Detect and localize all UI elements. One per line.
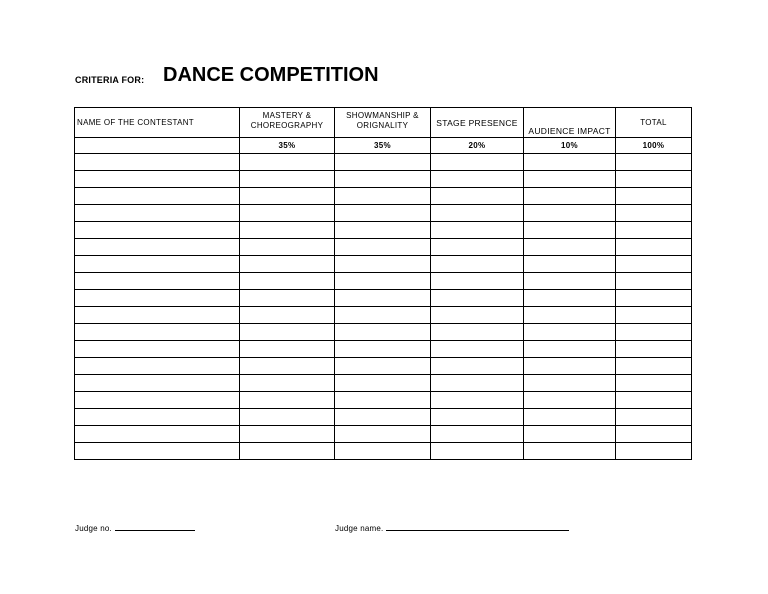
cell-audience-impact[interactable]	[524, 443, 616, 460]
cell-audience-impact[interactable]	[524, 154, 616, 171]
cell-contestant-name[interactable]	[75, 239, 240, 256]
cell-contestant-name[interactable]	[75, 222, 240, 239]
cell-mastery[interactable]	[240, 171, 335, 188]
cell-total[interactable]	[616, 443, 692, 460]
cell-stage-presence[interactable]	[431, 154, 524, 171]
cell-contestant-name[interactable]	[75, 409, 240, 426]
cell-stage-presence[interactable]	[431, 409, 524, 426]
cell-total[interactable]	[616, 375, 692, 392]
cell-contestant-name[interactable]	[75, 256, 240, 273]
cell-audience-impact[interactable]	[524, 188, 616, 205]
cell-showmanship[interactable]	[335, 154, 431, 171]
cell-total[interactable]	[616, 256, 692, 273]
cell-audience-impact[interactable]	[524, 290, 616, 307]
weight-total: 100%	[616, 138, 692, 154]
cell-total[interactable]	[616, 188, 692, 205]
column-header-audience-impact: AUDIENCE IMPACT	[524, 108, 616, 138]
cell-showmanship[interactable]	[335, 171, 431, 188]
cell-audience-impact[interactable]	[524, 324, 616, 341]
table-row	[75, 443, 692, 460]
cell-stage-presence[interactable]	[431, 171, 524, 188]
cell-stage-presence[interactable]	[431, 341, 524, 358]
cell-stage-presence[interactable]	[431, 222, 524, 239]
cell-total[interactable]	[616, 154, 692, 171]
table-row	[75, 375, 692, 392]
column-header-showmanship	[335, 108, 431, 138]
cell-mastery[interactable]	[240, 443, 335, 460]
cell-total[interactable]	[616, 205, 692, 222]
cell-audience-impact[interactable]	[524, 426, 616, 443]
cell-stage-presence[interactable]	[431, 426, 524, 443]
cell-stage-presence[interactable]	[431, 205, 524, 222]
cell-contestant-name[interactable]	[75, 392, 240, 409]
cell-mastery[interactable]	[240, 307, 335, 324]
column-header-showmanship-line2: ORIGNALITY	[356, 121, 409, 130]
cell-total[interactable]	[616, 409, 692, 426]
cell-audience-impact[interactable]	[524, 273, 616, 290]
table-row	[75, 341, 692, 358]
cell-audience-impact[interactable]	[524, 239, 616, 256]
cell-mastery[interactable]	[240, 392, 335, 409]
cell-mastery[interactable]	[240, 222, 335, 239]
cell-total[interactable]	[616, 290, 692, 307]
cell-mastery[interactable]	[240, 188, 335, 205]
judge-no-field	[75, 522, 195, 533]
weight-row	[75, 138, 692, 154]
cell-stage-presence[interactable]	[431, 392, 524, 409]
cell-showmanship[interactable]	[335, 273, 431, 290]
weight-stage-presence: 20%	[431, 138, 524, 154]
cell-showmanship[interactable]	[335, 222, 431, 239]
table-row	[75, 205, 692, 222]
cell-contestant-name[interactable]	[75, 154, 240, 171]
cell-showmanship[interactable]	[335, 426, 431, 443]
table-row	[75, 307, 692, 324]
cell-contestant-name[interactable]	[75, 307, 240, 324]
cell-mastery[interactable]	[240, 290, 335, 307]
cell-showmanship[interactable]	[335, 307, 431, 324]
cell-total[interactable]	[616, 273, 692, 290]
table-row	[75, 239, 692, 256]
cell-stage-presence[interactable]	[431, 290, 524, 307]
cell-contestant-name[interactable]	[75, 188, 240, 205]
contestant-rows	[75, 154, 692, 460]
judge-name-blank[interactable]	[386, 522, 569, 531]
cell-audience-impact[interactable]	[524, 358, 616, 375]
weight-mastery: 35%	[240, 138, 335, 154]
weight-showmanship: 35%	[335, 138, 431, 154]
cell-mastery[interactable]	[240, 256, 335, 273]
cell-audience-impact[interactable]	[524, 392, 616, 409]
table-row	[75, 171, 692, 188]
cell-showmanship[interactable]	[335, 358, 431, 375]
cell-total[interactable]	[616, 358, 692, 375]
judge-no-blank[interactable]	[115, 522, 195, 531]
cell-audience-impact[interactable]	[524, 222, 616, 239]
cell-audience-impact[interactable]	[524, 341, 616, 358]
cell-contestant-name[interactable]	[75, 171, 240, 188]
cell-total[interactable]	[616, 426, 692, 443]
weight-audience-impact: 10%	[524, 138, 616, 154]
table-row	[75, 188, 692, 205]
cell-total[interactable]	[616, 392, 692, 409]
cell-total[interactable]	[616, 307, 692, 324]
cell-contestant-name[interactable]	[75, 375, 240, 392]
cell-total[interactable]	[616, 324, 692, 341]
cell-contestant-name[interactable]	[75, 443, 240, 460]
cell-mastery[interactable]	[240, 205, 335, 222]
cell-total[interactable]	[616, 239, 692, 256]
table-row	[75, 256, 692, 273]
cell-showmanship[interactable]	[335, 324, 431, 341]
judge-name-label: Judge name.	[335, 524, 384, 533]
table-header-row	[75, 108, 692, 138]
cell-mastery[interactable]	[240, 375, 335, 392]
cell-showmanship[interactable]	[335, 188, 431, 205]
table-row	[75, 409, 692, 426]
cell-contestant-name[interactable]	[75, 273, 240, 290]
table-row	[75, 324, 692, 341]
cell-stage-presence[interactable]	[431, 239, 524, 256]
cell-showmanship[interactable]	[335, 392, 431, 409]
cell-showmanship[interactable]	[335, 375, 431, 392]
cell-stage-presence[interactable]	[431, 307, 524, 324]
cell-mastery[interactable]	[240, 154, 335, 171]
column-header-showmanship-line1: SHOWMANSHIP &	[346, 111, 419, 120]
cell-contestant-name[interactable]	[75, 426, 240, 443]
cell-showmanship[interactable]	[335, 409, 431, 426]
table-row	[75, 392, 692, 409]
column-header-mastery-line2: CHOREOGRAPHY	[250, 121, 324, 130]
cell-stage-presence[interactable]	[431, 324, 524, 341]
table-row	[75, 290, 692, 307]
cell-contestant-name[interactable]	[75, 358, 240, 375]
cell-showmanship[interactable]	[335, 443, 431, 460]
cell-stage-presence[interactable]	[431, 375, 524, 392]
cell-contestant-name[interactable]	[75, 290, 240, 307]
cell-total[interactable]	[616, 171, 692, 188]
weight-cell-name[interactable]	[75, 138, 240, 154]
cell-total[interactable]	[616, 222, 692, 239]
cell-audience-impact[interactable]	[524, 256, 616, 273]
cell-mastery[interactable]	[240, 426, 335, 443]
cell-stage-presence[interactable]	[431, 358, 524, 375]
cell-mastery[interactable]	[240, 273, 335, 290]
column-header-mastery-line1: MASTERY &	[262, 111, 312, 120]
column-header-name: NAME OF THE CONTESTANT	[75, 108, 240, 138]
table-row	[75, 273, 692, 290]
cell-stage-presence[interactable]	[431, 443, 524, 460]
cell-stage-presence[interactable]	[431, 256, 524, 273]
table-row	[75, 426, 692, 443]
cell-showmanship[interactable]	[335, 290, 431, 307]
column-header-stage-presence: STAGE PRESENCE	[431, 108, 524, 138]
cell-audience-impact[interactable]	[524, 171, 616, 188]
cell-showmanship[interactable]	[335, 205, 431, 222]
cell-stage-presence[interactable]	[431, 188, 524, 205]
judge-no-label: Judge no.	[75, 524, 112, 533]
column-header-total: TOTAL	[616, 108, 692, 138]
table-row	[75, 222, 692, 239]
cell-showmanship[interactable]	[335, 341, 431, 358]
cell-mastery[interactable]	[240, 239, 335, 256]
cell-audience-impact[interactable]	[524, 375, 616, 392]
cell-mastery[interactable]	[240, 409, 335, 426]
cell-audience-impact[interactable]	[524, 409, 616, 426]
cell-stage-presence[interactable]	[431, 273, 524, 290]
cell-mastery[interactable]	[240, 358, 335, 375]
cell-total[interactable]	[616, 341, 692, 358]
cell-audience-impact[interactable]	[524, 307, 616, 324]
cell-showmanship[interactable]	[335, 256, 431, 273]
cell-mastery[interactable]	[240, 341, 335, 358]
cell-audience-impact[interactable]	[524, 205, 616, 222]
cell-contestant-name[interactable]	[75, 324, 240, 341]
criteria-label: CRITERIA FOR:	[75, 75, 145, 85]
score-table	[74, 107, 692, 460]
cell-contestant-name[interactable]	[75, 205, 240, 222]
table-row	[75, 154, 692, 171]
page-title: DANCE COMPETITION	[163, 64, 379, 86]
table-row	[75, 358, 692, 375]
cell-mastery[interactable]	[240, 324, 335, 341]
cell-showmanship[interactable]	[335, 239, 431, 256]
cell-contestant-name[interactable]	[75, 341, 240, 358]
judge-name-field	[335, 522, 569, 533]
column-header-mastery	[240, 108, 335, 138]
